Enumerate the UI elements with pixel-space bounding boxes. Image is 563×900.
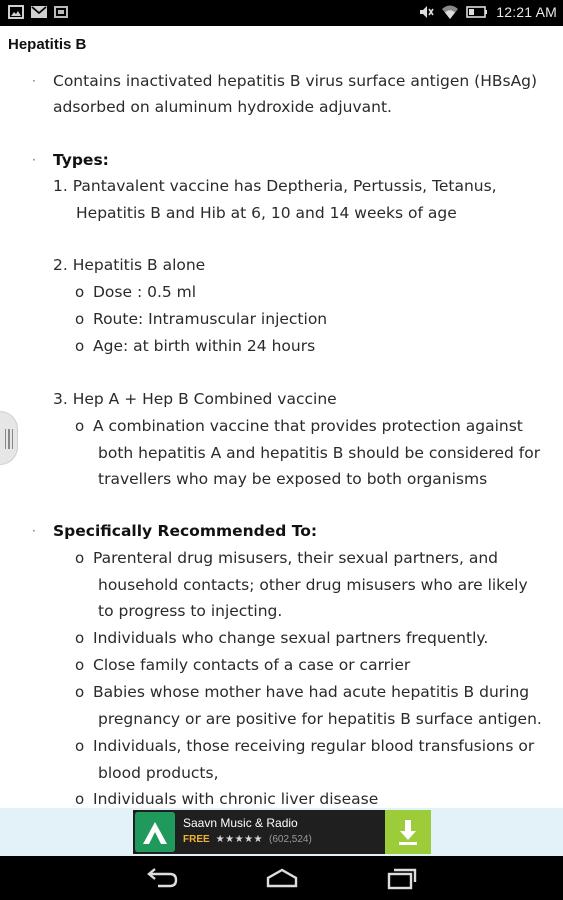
intro-line: adsorbed on aluminum hydroxide adjuvant. [53, 98, 392, 116]
sub-bullet: o [75, 790, 85, 808]
recommended-item-cont: household contacts; other drug misusers who are likely [98, 576, 528, 594]
sub-bullet: o [75, 683, 85, 701]
sub-bullet: o [75, 629, 85, 647]
download-arrow-icon [385, 810, 431, 854]
recommended-item: Babies whose mother have had acute hepatitis B during [93, 683, 530, 701]
recommended-item: Close family contacts of a case or carrier [93, 656, 411, 674]
type3-description-cont: travellers who may be exposed to both organisms [98, 470, 488, 488]
mute-icon [418, 4, 434, 20]
home-button[interactable] [264, 866, 300, 890]
bullet-dot: · [32, 74, 36, 88]
status-bar [0, 0, 563, 26]
status-right-icons [418, 4, 557, 20]
home-icon [264, 866, 300, 890]
sub-bullet: o [75, 656, 85, 674]
sub-bullet: o [75, 337, 85, 355]
type2-age: Age: at birth within 24 hours [93, 337, 316, 355]
type3-description-cont: both hepatitis A and hepatitis B should be considered for [98, 444, 541, 462]
type2-dose: Dose : 0.5 ml [93, 283, 197, 301]
bullet-dot: · [32, 524, 36, 538]
sub-bullet: o [75, 549, 85, 567]
recommended-item: Parenteral drug misusers, their sexual partners, and [93, 549, 498, 567]
recommended-item: Individuals who change sexual partners frequently. [93, 629, 489, 647]
document-content[interactable] [0, 26, 563, 808]
saavn-icon [135, 812, 175, 852]
sub-bullet: o [75, 283, 85, 301]
image-icon [8, 5, 24, 19]
back-icon [144, 866, 180, 890]
type-item-1: 1. Pantavalent vaccine has Deptheria, Pertussis, Tetanus, [53, 177, 497, 195]
navigation-bar [0, 856, 563, 900]
types-heading: Types: [53, 151, 109, 169]
type3-description: A combination vaccine that provides protection against [93, 417, 523, 435]
battery-icon [466, 6, 488, 18]
ad-meta [183, 834, 312, 845]
recommended-item-cont: pregnancy or are positive for hepatitis B surface antigen. [98, 710, 542, 728]
recommended-item: Individuals with chronic liver disease [93, 790, 379, 808]
recents-icon [384, 866, 420, 890]
gmail-icon [30, 5, 48, 19]
status-left-icons [8, 5, 68, 19]
recommended-item: Individuals, those receiving regular blood transfusions or [93, 737, 535, 755]
ad-download-button[interactable] [385, 810, 431, 854]
wifi-icon [442, 5, 458, 19]
intro-line: Contains inactivated hepatitis B virus surface antigen (HBsAg) [53, 72, 538, 90]
notification-icon [54, 5, 68, 19]
ad-unit[interactable] [133, 810, 431, 854]
status-time: 12:21 AM [496, 4, 557, 20]
recents-button[interactable] [384, 866, 420, 890]
type-item-1-cont: Hepatitis B and Hib at 6, 10 and 14 weeks of age [76, 204, 457, 222]
ad-app-name: Saavn Music & Radio [183, 816, 298, 830]
grip-icon [5, 429, 13, 449]
bullet-dot: · [32, 153, 36, 167]
ad-banner[interactable] [0, 808, 563, 856]
sub-bullet: o [75, 310, 85, 328]
type2-route: Route: Intramuscular injection [93, 310, 328, 328]
sub-bullet: o [75, 417, 85, 435]
ad-rating-stars: ★★★★★ [215, 834, 263, 845]
recommended-item-cont: to progress to injecting. [98, 602, 283, 620]
type-item-2: 2. Hepatitis B alone [53, 256, 206, 274]
sub-bullet: o [75, 737, 85, 755]
page-title: Hepatitis B [8, 36, 87, 53]
recommended-heading: Specifically Recommended To: [53, 522, 318, 540]
type-item-3: 3. Hep A + Hep B Combined vaccine [53, 390, 337, 408]
back-button[interactable] [144, 866, 180, 890]
ad-rating-count: (602,524) [269, 834, 312, 845]
ad-price: FREE [183, 834, 210, 845]
recommended-item-cont: blood products, [98, 764, 219, 782]
